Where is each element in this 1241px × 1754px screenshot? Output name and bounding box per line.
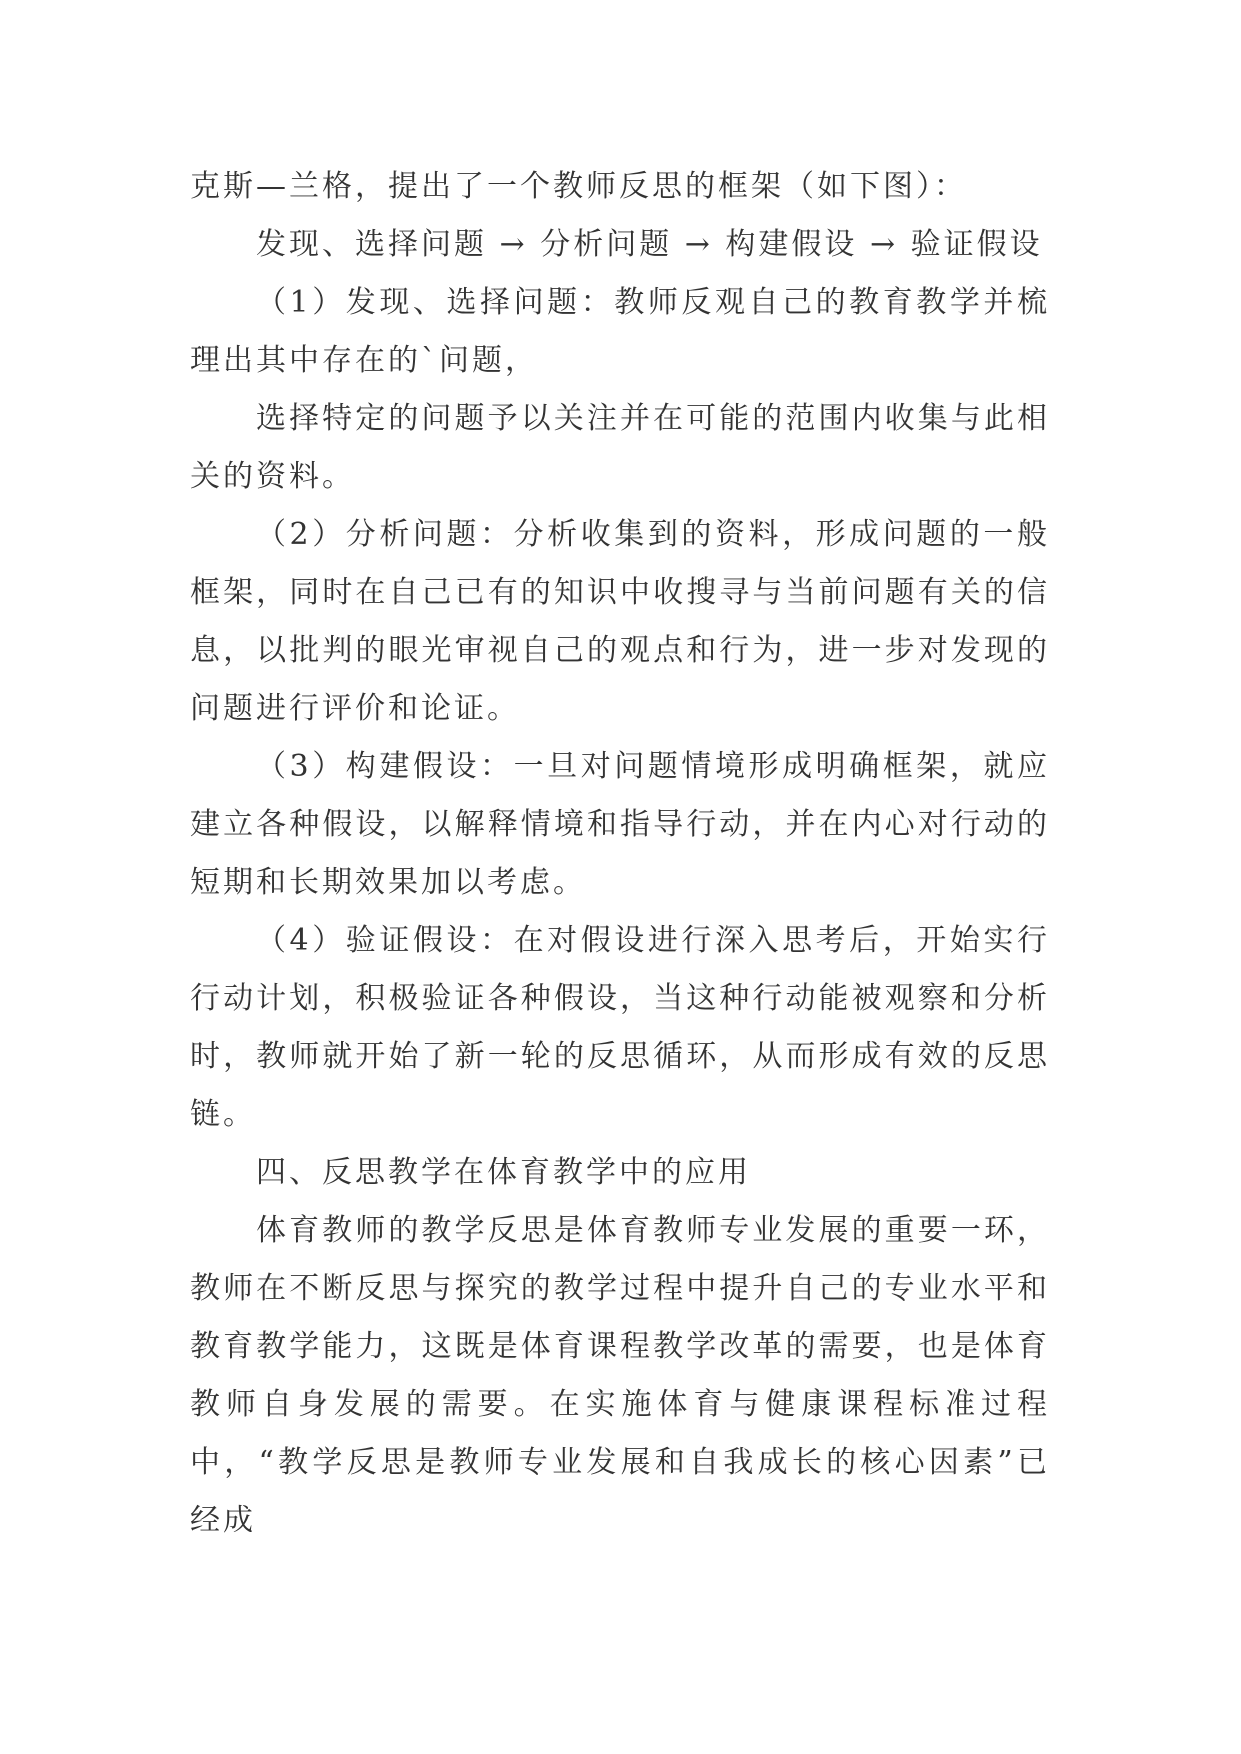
body-text xyxy=(190,158,1050,1550)
paragraph-step-4: （4）验证假设：在对假设进行深入思考后，开始实行行动计划，积极验证各种假设，当这种行动能被观察和分析时，教师就开始了新一轮的反思循环，从而形成有效的反思链。 xyxy=(190,923,1050,1132)
paragraph-intro: 克斯—兰格，提出了一个教师反思的框架（如下图）： xyxy=(190,169,967,204)
paragraph-framework-steps: 发现、选择问题 → 分析问题 → 构建假设 → 验证假设 xyxy=(256,227,1043,262)
paragraph-step-1-continued: 选择特定的问题予以关注并在可能的范围内收集与此相关的资料。 xyxy=(190,401,1050,494)
paragraph-section-body: 体育教师的教学反思是体育教师专业发展的重要一环，教师在不断反思与探究的教学过程中提升自己的专业水平和教育教学能力，这既是体育课程教学改革的需要，也是体育教师自身发展的需要。在实施体育与健康课程标准过程中，“教学反思是教师专业发展和自我成长的核心因素”已经成 xyxy=(190,1213,1050,1538)
paragraph-step-1: （1）发现、选择问题：教师反观自己的教育教学并梳理出其中存在的`问题， xyxy=(190,285,1050,378)
paragraph-step-2: （2）分析问题：分析收集到的资料，形成问题的一般框架，同时在自己已有的知识中收搜寻与当前问题有关的信息，以批判的眼光审视自己的观点和行为，进一步对发现的问题进行评价和论证。 xyxy=(190,517,1050,726)
paragraph-step-3: （3）构建假设：一旦对问题情境形成明确框架，就应建立各种假设，以解释情境和指导行动，并在内心对行动的短期和长期效果加以考虑。 xyxy=(190,749,1050,900)
section-heading: 四、反思教学在体育教学中的应用 xyxy=(256,1155,751,1190)
